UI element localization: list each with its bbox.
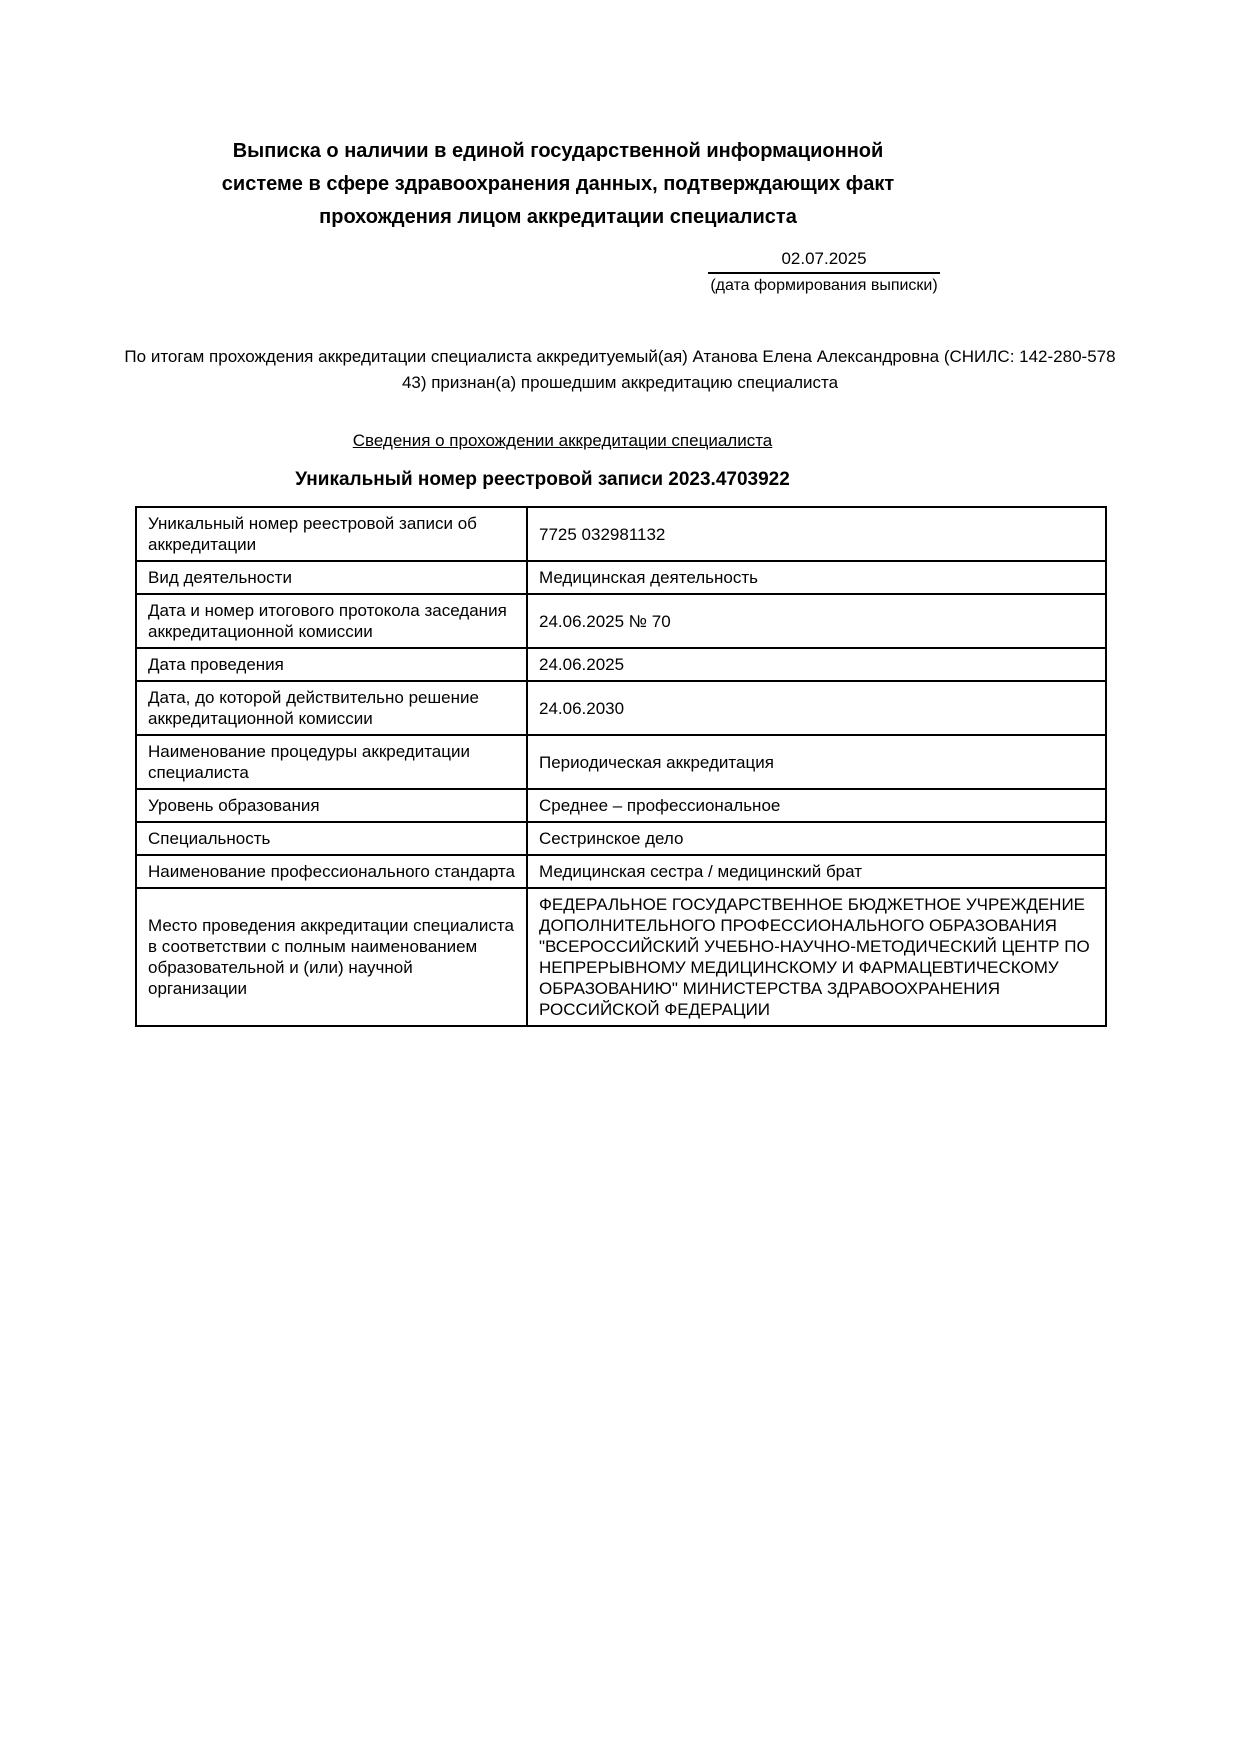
row-value: 7725 032981132 xyxy=(527,507,1106,561)
row-label: Уникальный номер реестровой записи об аккредитации xyxy=(136,507,527,561)
registry-heading: Уникальный номер реестровой записи 2023.4703922 xyxy=(295,469,790,490)
table-row xyxy=(136,648,1106,681)
title-line-2: системе в сфере здравоохранения данных, подтверждающих факт xyxy=(221,173,895,195)
row-label: Уровень образования xyxy=(136,789,527,822)
table-row xyxy=(136,822,1106,855)
row-label: Вид деятельности xyxy=(136,561,527,594)
row-label: Дата проведения xyxy=(136,648,527,681)
title-line-1: Выписка о наличии в единой государственной информационной xyxy=(232,140,884,162)
table-row xyxy=(136,888,1106,1026)
table-row xyxy=(136,855,1106,888)
row-label: Место проведения аккредитации специалиста в соответствии с полным наименованием образовательной и (или) научной организации xyxy=(136,888,527,1026)
row-label: Наименование профессионального стандарта xyxy=(136,855,527,888)
table-row xyxy=(136,735,1106,789)
formation-date: 02.07.2025 xyxy=(708,247,940,274)
row-label: Дата, до которой действительно решение аккредитационной комиссии xyxy=(136,681,527,735)
section-heading: Сведения о прохождении аккредитации специалиста xyxy=(352,431,773,450)
row-label: Специальность xyxy=(136,822,527,855)
table-row xyxy=(136,561,1106,594)
table-row xyxy=(136,681,1106,735)
intro-paragraph: По итогам прохождения аккредитации специалиста аккредитуемый(ая) Атанова Елена Александровна (СНИЛС: 142-280-578 43) признан(а) прошедшим аккредитацию специалиста xyxy=(124,347,1116,392)
title-line-3: прохождения лицом аккредитации специалиста xyxy=(319,206,797,228)
row-value: Периодическая аккредитация xyxy=(527,735,1106,789)
row-value: Среднее – профессиональное xyxy=(527,789,1106,822)
accreditation-table xyxy=(135,506,1107,1027)
section-heading-wrap xyxy=(135,431,990,451)
row-value: 24.06.2025 № 70 xyxy=(527,594,1106,648)
formation-date-block xyxy=(708,247,940,297)
row-value: Медицинская деятельность xyxy=(527,561,1106,594)
table-row xyxy=(136,507,1106,561)
row-value: 24.06.2025 xyxy=(527,648,1106,681)
row-label: Наименование процедуры аккредитации специалиста xyxy=(136,735,527,789)
row-value: ФЕДЕРАЛЬНОЕ ГОСУДАРСТВЕННОЕ БЮДЖЕТНОЕ УЧРЕЖДЕНИЕ ДОПОЛНИТЕЛЬНОГО ПРОФЕССИОНАЛЬНОГО ОБРАЗОВАНИЯ "ВСЕРОССИЙСКИЙ УЧЕБНО-НАУЧНО-МЕТОДИЧЕСКИЙ ЦЕНТР ПО НЕПРЕРЫВНОМУ МЕДИЦИНСКОМУ И ФАРМАЦЕВТИЧЕСКОМУ ОБРАЗОВАНИЮ" МИНИСТЕРСТВА ЗДРАВООХРАНЕНИЯ РОССИЙСКОЙ ФЕДЕРАЦИИ xyxy=(527,888,1106,1026)
row-value: 24.06.2030 xyxy=(527,681,1106,735)
table-row xyxy=(136,789,1106,822)
row-value: Сестринское дело xyxy=(527,822,1106,855)
row-label: Дата и номер итогового протокола заседания аккредитационной комиссии xyxy=(136,594,527,648)
formation-date-caption: (дата формирования выписки) xyxy=(710,277,938,294)
document-title xyxy=(135,135,981,234)
row-value: Медицинская сестра / медицинский брат xyxy=(527,855,1106,888)
table-row xyxy=(136,594,1106,648)
